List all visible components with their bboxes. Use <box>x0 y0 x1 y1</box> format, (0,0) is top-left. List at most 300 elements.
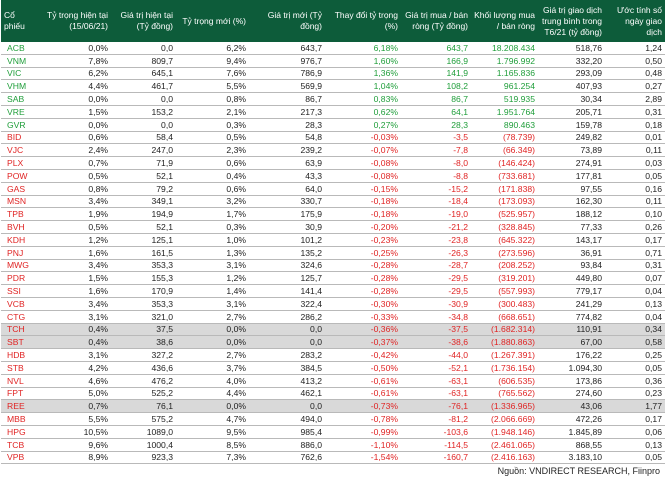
index-rebalance-table <box>1 0 665 464</box>
weight-change-cell: -0,15% <box>325 182 401 195</box>
ticker-cell: BID <box>1 131 39 144</box>
table-row <box>1 297 665 310</box>
current-weight-cell: 0,4% <box>39 323 111 336</box>
new-value-cell: 0,0 <box>249 336 325 349</box>
new-weight-cell: 4,7% <box>176 413 249 426</box>
est-days-cell: 0,50 <box>605 54 665 67</box>
current-value-cell: 645,1 <box>111 67 176 80</box>
net-volume-cell: (273.596) <box>471 246 538 259</box>
avg-trading-value-cell: 1.094,30 <box>538 361 605 374</box>
net-volume-cell: (2.066.669) <box>471 413 538 426</box>
current-weight-cell: 0,5% <box>39 221 111 234</box>
table-row <box>1 323 665 336</box>
table-row <box>1 54 665 67</box>
net-value-cell: -44,0 <box>401 349 471 362</box>
est-days-cell: 0,13 <box>605 438 665 451</box>
current-value-cell: 161,5 <box>111 246 176 259</box>
current-weight-cell: 1,6% <box>39 285 111 298</box>
est-days-cell: 0,01 <box>605 131 665 144</box>
current-value-cell: 0,0 <box>111 42 176 54</box>
current-weight-cell: 1,9% <box>39 208 111 221</box>
net-volume-cell: 961.254 <box>471 80 538 93</box>
new-weight-cell: 8,5% <box>176 438 249 451</box>
current-value-cell: 247,0 <box>111 144 176 157</box>
ticker-cell: GAS <box>1 182 39 195</box>
new-weight-cell: 0,6% <box>176 157 249 170</box>
current-weight-cell: 0,0% <box>39 118 111 131</box>
est-days-cell: 0,27 <box>605 80 665 93</box>
current-weight-cell: 1,5% <box>39 272 111 285</box>
new-weight-cell: 0,6% <box>176 182 249 195</box>
net-value-cell: 141,9 <box>401 67 471 80</box>
ticker-cell: BVH <box>1 221 39 234</box>
new-weight-cell: 1,4% <box>176 285 249 298</box>
current-value-cell: 1000,4 <box>111 438 176 451</box>
weight-change-cell: -0,07% <box>325 144 401 157</box>
header-est-days: Ước tính số ngày giao dịch <box>605 0 665 42</box>
ticker-cell: REE <box>1 400 39 413</box>
net-value-cell: -38,6 <box>401 336 471 349</box>
avg-trading-value-cell: 110,91 <box>538 323 605 336</box>
est-days-cell: 0,17 <box>605 413 665 426</box>
table-row <box>1 451 665 464</box>
net-value-cell: -81,2 <box>401 413 471 426</box>
new-value-cell: 786,9 <box>249 67 325 80</box>
current-value-cell: 79,2 <box>111 182 176 195</box>
ticker-cell: SBT <box>1 336 39 349</box>
avg-trading-value-cell: 274,91 <box>538 157 605 170</box>
avg-trading-value-cell: 173,86 <box>538 374 605 387</box>
net-value-cell: -76,1 <box>401 400 471 413</box>
avg-trading-value-cell: 774,82 <box>538 310 605 323</box>
net-volume-cell: (733.681) <box>471 169 538 182</box>
current-weight-cell: 5,0% <box>39 387 111 400</box>
est-days-cell: 2,89 <box>605 93 665 106</box>
est-days-cell: 1,77 <box>605 400 665 413</box>
table-row <box>1 246 665 259</box>
net-value-cell: 28,3 <box>401 118 471 131</box>
net-volume-cell: (208.252) <box>471 259 538 272</box>
avg-trading-value-cell: 249,82 <box>538 131 605 144</box>
new-value-cell: 101,2 <box>249 233 325 246</box>
net-volume-cell: (668.651) <box>471 310 538 323</box>
net-value-cell: -21,2 <box>401 221 471 234</box>
net-value-cell: 108,2 <box>401 80 471 93</box>
weight-change-cell: -0,28% <box>325 285 401 298</box>
table-row <box>1 425 665 438</box>
current-weight-cell: 0,7% <box>39 400 111 413</box>
table-row <box>1 349 665 362</box>
ticker-cell: TCB <box>1 438 39 451</box>
new-weight-cell: 0,8% <box>176 93 249 106</box>
weight-change-cell: -1,10% <box>325 438 401 451</box>
new-value-cell: 569,9 <box>249 80 325 93</box>
weight-change-cell: 0,27% <box>325 118 401 131</box>
est-days-cell: 0,10 <box>605 208 665 221</box>
ticker-cell: TCH <box>1 323 39 336</box>
avg-trading-value-cell: 449,80 <box>538 272 605 285</box>
avg-trading-value-cell: 67,00 <box>538 336 605 349</box>
weight-change-cell: -0,37% <box>325 336 401 349</box>
new-value-cell: 462,1 <box>249 387 325 400</box>
est-days-cell: 0,31 <box>605 105 665 118</box>
avg-trading-value-cell: 93,84 <box>538 259 605 272</box>
ticker-cell: VIC <box>1 67 39 80</box>
current-value-cell: 76,1 <box>111 400 176 413</box>
weight-change-cell: -0,36% <box>325 323 401 336</box>
weight-change-cell: -0,18% <box>325 195 401 208</box>
est-days-cell: 0,06 <box>605 425 665 438</box>
net-value-cell: -18,4 <box>401 195 471 208</box>
net-volume-cell: 519.935 <box>471 93 538 106</box>
new-weight-cell: 2,7% <box>176 349 249 362</box>
net-volume-cell: (171.838) <box>471 182 538 195</box>
new-weight-cell: 1,2% <box>176 272 249 285</box>
avg-trading-value-cell: 472,26 <box>538 413 605 426</box>
avg-trading-value-cell: 241,29 <box>538 297 605 310</box>
table-row <box>1 413 665 426</box>
ticker-cell: SAB <box>1 93 39 106</box>
avg-trading-value-cell: 868,55 <box>538 438 605 451</box>
weight-change-cell: 6,18% <box>325 42 401 54</box>
net-volume-cell: (328.845) <box>471 221 538 234</box>
current-value-cell: 170,9 <box>111 285 176 298</box>
new-value-cell: 322,4 <box>249 297 325 310</box>
new-weight-cell: 4,4% <box>176 387 249 400</box>
est-days-cell: 0,04 <box>605 285 665 298</box>
ticker-cell: VRE <box>1 105 39 118</box>
current-weight-cell: 9,6% <box>39 438 111 451</box>
est-days-cell: 0,05 <box>605 169 665 182</box>
est-days-cell: 0,04 <box>605 310 665 323</box>
new-weight-cell: 7,6% <box>176 67 249 80</box>
net-volume-cell: (300.483) <box>471 297 538 310</box>
avg-trading-value-cell: 159,78 <box>538 118 605 131</box>
weight-change-cell: -0,28% <box>325 259 401 272</box>
ticker-cell: PNJ <box>1 246 39 259</box>
new-weight-cell: 6,2% <box>176 42 249 54</box>
table-header <box>1 0 665 42</box>
current-weight-cell: 5,5% <box>39 413 111 426</box>
weight-change-cell: -1,54% <box>325 451 401 464</box>
avg-trading-value-cell: 779,17 <box>538 285 605 298</box>
net-value-cell: -34,8 <box>401 310 471 323</box>
header-new-weight: Tỷ trọng mới (%) <box>176 0 249 42</box>
table-row <box>1 272 665 285</box>
current-weight-cell: 0,6% <box>39 131 111 144</box>
est-days-cell: 0,17 <box>605 233 665 246</box>
est-days-cell: 0,18 <box>605 118 665 131</box>
current-value-cell: 155,3 <box>111 272 176 285</box>
current-value-cell: 153,2 <box>111 105 176 118</box>
net-volume-cell: (1.736.154) <box>471 361 538 374</box>
current-value-cell: 0,0 <box>111 93 176 106</box>
new-weight-cell: 4,0% <box>176 374 249 387</box>
current-value-cell: 52,1 <box>111 221 176 234</box>
weight-change-cell: -0,25% <box>325 246 401 259</box>
ticker-cell: MSN <box>1 195 39 208</box>
table-row <box>1 182 665 195</box>
net-volume-cell: (78.739) <box>471 131 538 144</box>
new-value-cell: 239,2 <box>249 144 325 157</box>
avg-trading-value-cell: 36,91 <box>538 246 605 259</box>
table-row <box>1 387 665 400</box>
ticker-cell: KDH <box>1 233 39 246</box>
avg-trading-value-cell: 332,20 <box>538 54 605 67</box>
est-days-cell: 0,07 <box>605 272 665 285</box>
avg-trading-value-cell: 1.845,89 <box>538 425 605 438</box>
table-row <box>1 195 665 208</box>
net-volume-cell: 890.463 <box>471 118 538 131</box>
new-value-cell: 43,3 <box>249 169 325 182</box>
current-weight-cell: 4,2% <box>39 361 111 374</box>
new-weight-cell: 1,3% <box>176 246 249 259</box>
ticker-cell: TPB <box>1 208 39 221</box>
net-volume-cell: (645.322) <box>471 233 538 246</box>
new-value-cell: 86,7 <box>249 93 325 106</box>
net-volume-cell: (146.424) <box>471 157 538 170</box>
header-avg-trading-value: Giá trị giao dịch trung bình trong T6/21 (tỷ đồng) <box>538 0 605 42</box>
current-weight-cell: 10,5% <box>39 425 111 438</box>
current-weight-cell: 0,4% <box>39 336 111 349</box>
net-value-cell: 64,1 <box>401 105 471 118</box>
table-row <box>1 361 665 374</box>
new-weight-cell: 1,7% <box>176 208 249 221</box>
current-value-cell: 71,9 <box>111 157 176 170</box>
avg-trading-value-cell: 518,76 <box>538 42 605 54</box>
current-value-cell: 461,7 <box>111 80 176 93</box>
avg-trading-value-cell: 205,71 <box>538 105 605 118</box>
est-days-cell: 0,34 <box>605 323 665 336</box>
est-days-cell: 0,25 <box>605 349 665 362</box>
net-value-cell: -160,7 <box>401 451 471 464</box>
new-value-cell: 64,0 <box>249 182 325 195</box>
avg-trading-value-cell: 73,89 <box>538 144 605 157</box>
net-volume-cell: (319.201) <box>471 272 538 285</box>
new-weight-cell: 3,1% <box>176 297 249 310</box>
header-weight-change: Thay đổi tỷ trọng (%) <box>325 0 401 42</box>
table-row <box>1 42 665 54</box>
new-value-cell: 324,6 <box>249 259 325 272</box>
ticker-cell: NVL <box>1 374 39 387</box>
new-weight-cell: 3,2% <box>176 195 249 208</box>
new-value-cell: 976,7 <box>249 54 325 67</box>
net-value-cell: -37,5 <box>401 323 471 336</box>
net-value-cell: -52,1 <box>401 361 471 374</box>
net-volume-cell: (765.562) <box>471 387 538 400</box>
header-current-value: Giá trị hiện tại (Tỷ đồng) <box>111 0 176 42</box>
new-value-cell: 0,0 <box>249 400 325 413</box>
new-value-cell: 413,2 <box>249 374 325 387</box>
avg-trading-value-cell: 176,22 <box>538 349 605 362</box>
new-value-cell: 54,8 <box>249 131 325 144</box>
new-value-cell: 141,4 <box>249 285 325 298</box>
net-volume-cell: (1.682.314) <box>471 323 538 336</box>
ticker-cell: VCB <box>1 297 39 310</box>
new-value-cell: 28,3 <box>249 118 325 131</box>
current-weight-cell: 0,7% <box>39 157 111 170</box>
new-weight-cell: 2,3% <box>176 144 249 157</box>
est-days-cell: 0,11 <box>605 195 665 208</box>
table-row <box>1 118 665 131</box>
est-days-cell: 0,11 <box>605 144 665 157</box>
current-weight-cell: 3,4% <box>39 195 111 208</box>
current-weight-cell: 6,2% <box>39 67 111 80</box>
weight-change-cell: 1,36% <box>325 67 401 80</box>
new-value-cell: 30,9 <box>249 221 325 234</box>
new-weight-cell: 0,0% <box>176 400 249 413</box>
new-value-cell: 330,7 <box>249 195 325 208</box>
net-value-cell: -30,9 <box>401 297 471 310</box>
current-weight-cell: 1,6% <box>39 246 111 259</box>
current-weight-cell: 1,2% <box>39 233 111 246</box>
table-row <box>1 169 665 182</box>
net-volume-cell: 1.165.836 <box>471 67 538 80</box>
net-volume-cell: (1.267.391) <box>471 349 538 362</box>
avg-trading-value-cell: 77,33 <box>538 221 605 234</box>
est-days-cell: 0,05 <box>605 361 665 374</box>
current-weight-cell: 3,4% <box>39 297 111 310</box>
net-value-cell: -63,1 <box>401 387 471 400</box>
weight-change-cell: -0,73% <box>325 400 401 413</box>
est-days-cell: 0,58 <box>605 336 665 349</box>
ticker-cell: VHM <box>1 80 39 93</box>
new-weight-cell: 7,3% <box>176 451 249 464</box>
avg-trading-value-cell: 407,93 <box>538 80 605 93</box>
weight-change-cell: 1,04% <box>325 80 401 93</box>
current-value-cell: 194,9 <box>111 208 176 221</box>
current-weight-cell: 7,8% <box>39 54 111 67</box>
new-value-cell: 125,7 <box>249 272 325 285</box>
est-days-cell: 0,26 <box>605 221 665 234</box>
header-net-volume: Khối lượng mua / bán ròng <box>471 0 538 42</box>
current-weight-cell: 0,5% <box>39 169 111 182</box>
current-value-cell: 525,2 <box>111 387 176 400</box>
net-value-cell: -19,0 <box>401 208 471 221</box>
header-current-weight: Tỷ trọng hiện tại (15/06/21) <box>39 0 111 42</box>
current-weight-cell: 1,5% <box>39 105 111 118</box>
table-row <box>1 374 665 387</box>
new-value-cell: 384,5 <box>249 361 325 374</box>
current-weight-cell: 4,6% <box>39 374 111 387</box>
ticker-cell: SSI <box>1 285 39 298</box>
net-value-cell: -29,5 <box>401 285 471 298</box>
new-weight-cell: 0,5% <box>176 131 249 144</box>
new-value-cell: 0,0 <box>249 323 325 336</box>
current-value-cell: 809,7 <box>111 54 176 67</box>
current-value-cell: 575,2 <box>111 413 176 426</box>
ticker-cell: POW <box>1 169 39 182</box>
est-days-cell: 0,23 <box>605 387 665 400</box>
avg-trading-value-cell: 162,30 <box>538 195 605 208</box>
current-value-cell: 0,0 <box>111 118 176 131</box>
new-weight-cell: 2,7% <box>176 310 249 323</box>
table-body <box>1 42 665 464</box>
current-weight-cell: 4,4% <box>39 80 111 93</box>
ticker-cell: PDR <box>1 272 39 285</box>
table-row <box>1 67 665 80</box>
net-value-cell: -8,0 <box>401 157 471 170</box>
current-value-cell: 52,1 <box>111 169 176 182</box>
avg-trading-value-cell: 293,09 <box>538 67 605 80</box>
new-value-cell: 135,2 <box>249 246 325 259</box>
current-weight-cell: 3,4% <box>39 259 111 272</box>
table-row <box>1 259 665 272</box>
new-weight-cell: 0,0% <box>176 336 249 349</box>
net-volume-cell: (2.461.065) <box>471 438 538 451</box>
avg-trading-value-cell: 143,17 <box>538 233 605 246</box>
weight-change-cell: -0,33% <box>325 310 401 323</box>
current-value-cell: 923,3 <box>111 451 176 464</box>
ticker-cell: MWG <box>1 259 39 272</box>
weight-change-cell: -0,23% <box>325 233 401 246</box>
net-volume-cell: (1.880.863) <box>471 336 538 349</box>
table-row <box>1 105 665 118</box>
est-days-cell: 0,31 <box>605 259 665 272</box>
new-weight-cell: 0,3% <box>176 221 249 234</box>
net-volume-cell: (66.349) <box>471 144 538 157</box>
net-value-cell: -28,7 <box>401 259 471 272</box>
weight-change-cell: -0,08% <box>325 169 401 182</box>
new-value-cell: 175,9 <box>249 208 325 221</box>
table-row <box>1 131 665 144</box>
est-days-cell: 0,05 <box>605 451 665 464</box>
weight-change-cell: -0,99% <box>325 425 401 438</box>
est-days-cell: 0,03 <box>605 157 665 170</box>
new-weight-cell: 0,3% <box>176 118 249 131</box>
current-weight-cell: 0,8% <box>39 182 111 195</box>
current-weight-cell: 0,0% <box>39 42 111 54</box>
table-row <box>1 144 665 157</box>
current-value-cell: 58,4 <box>111 131 176 144</box>
weight-change-cell: -0,30% <box>325 297 401 310</box>
header-net-value: Giá trị mua / bán ròng (Tỷ đồng) <box>401 0 471 42</box>
ticker-cell: VJC <box>1 144 39 157</box>
new-value-cell: 494,0 <box>249 413 325 426</box>
ticker-cell: HPG <box>1 425 39 438</box>
current-value-cell: 476,2 <box>111 374 176 387</box>
table-row <box>1 233 665 246</box>
new-weight-cell: 0,4% <box>176 169 249 182</box>
current-value-cell: 353,3 <box>111 259 176 272</box>
ticker-cell: STB <box>1 361 39 374</box>
est-days-cell: 0,13 <box>605 297 665 310</box>
table-row <box>1 157 665 170</box>
current-value-cell: 349,1 <box>111 195 176 208</box>
weight-change-cell: -0,42% <box>325 349 401 362</box>
net-value-cell: -7,8 <box>401 144 471 157</box>
net-volume-cell: (2.416.163) <box>471 451 538 464</box>
weight-change-cell: -0,03% <box>325 131 401 144</box>
net-value-cell: -3,5 <box>401 131 471 144</box>
ticker-cell: MBB <box>1 413 39 426</box>
new-value-cell: 63,9 <box>249 157 325 170</box>
current-weight-cell: 3,1% <box>39 349 111 362</box>
weight-change-cell: -0,61% <box>325 387 401 400</box>
weight-change-cell: -0,20% <box>325 221 401 234</box>
header-ticker: Cổ phiếu <box>1 0 39 42</box>
weight-change-cell: -0,18% <box>325 208 401 221</box>
net-volume-cell: (606.535) <box>471 374 538 387</box>
current-value-cell: 37,5 <box>111 323 176 336</box>
net-value-cell: -29,5 <box>401 272 471 285</box>
net-volume-cell: (173.093) <box>471 195 538 208</box>
net-value-cell: -15,2 <box>401 182 471 195</box>
current-weight-cell: 3,1% <box>39 310 111 323</box>
new-weight-cell: 9,4% <box>176 54 249 67</box>
net-volume-cell: (1.948.146) <box>471 425 538 438</box>
ticker-cell: ACB <box>1 42 39 54</box>
